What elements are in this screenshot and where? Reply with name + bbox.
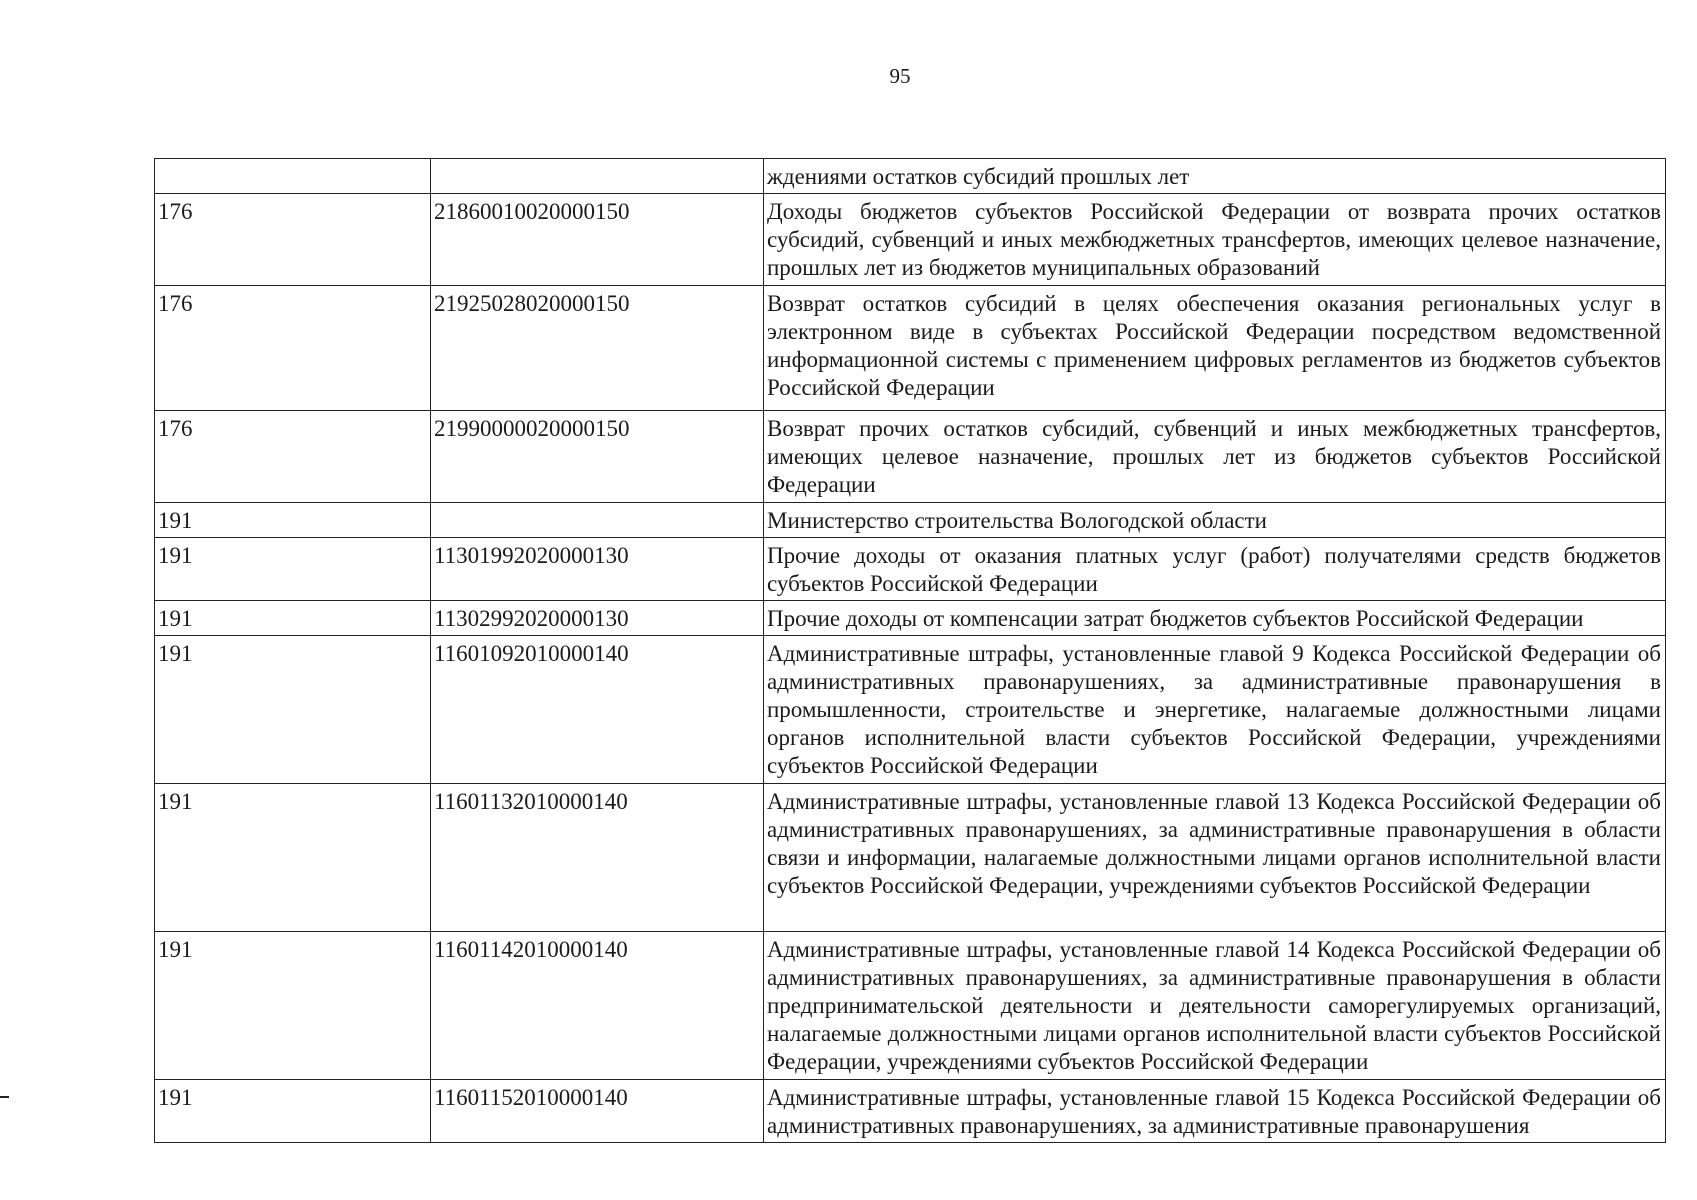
revenue-name-cell: Возврат прочих остатков субсидий, субвенций и иных межбюджетных трансфертов, имеющих целевое назначение, прошлых лет из бюджетов субъектов Российской Федерации	[764, 411, 1666, 503]
revenue-code-cell: 11601132010000140	[431, 784, 764, 932]
admin-code-cell: 191	[155, 601, 431, 636]
revenue-name-cell: Административные штрафы, установленные главой 14 Кодекса Российской Федерации об административных правонарушениях, за административные правонарушения в области предпринимательской деятельности и деятельности саморегулируемых организаций, налагаемые должностными лицами органов исполнительной власти субъектов Российской Федерации, учреждениями субъектов Российской Федерации	[764, 932, 1666, 1080]
revenue-name-cell: Прочие доходы от компенсации затрат бюджетов субъектов Российской Федерации	[764, 601, 1666, 636]
table-row	[155, 636, 1666, 784]
revenue-name-cell: Административные штрафы, установленные главой 9 Кодекса Российской Федерации об административных правонарушениях, за административные правонарушения в промышленности, строительстве и энергетике, налагаемые должностными лицами органов исполнительной власти субъектов Российской Федерации, учреждениями субъектов Российской Федерации	[764, 636, 1666, 784]
admin-code-cell: 191	[155, 932, 431, 1080]
table-row	[155, 932, 1666, 1080]
revenue-name-cell: Министерство строительства Вологодской области	[764, 503, 1666, 538]
margin-mark	[0, 1096, 9, 1098]
revenue-code-cell: 21990000020000150	[431, 411, 764, 503]
revenue-code-cell	[431, 159, 764, 194]
revenue-name-cell: Возврат остатков субсидий в целях обеспечения оказания региональных услуг в электронном виде в субъектах Российской Федерации посредством ведомственной информационной системы с применением цифровых регламентов из бюджетов субъектов Российской Федерации	[764, 286, 1666, 411]
admin-code-cell: 176	[155, 194, 431, 286]
admin-code-cell: 191	[155, 1080, 431, 1143]
revenue-name-cell: Прочие доходы от оказания платных услуг (работ) получателями средств бюджетов субъектов Российской Федерации	[764, 538, 1666, 601]
admin-code-cell: 191	[155, 784, 431, 932]
revenue-name-cell: ждениями остатков субсидий прошлых лет	[764, 159, 1666, 194]
admin-code-cell: 191	[155, 538, 431, 601]
admin-code-cell: 191	[155, 636, 431, 784]
revenue-codes-table	[154, 158, 1666, 1143]
admin-code-cell: 191	[155, 503, 431, 538]
admin-code-cell: 176	[155, 286, 431, 411]
revenue-name-cell: Административные штрафы, установленные главой 15 Кодекса Российской Федерации об административных правонарушениях, за административные правонарушения	[764, 1080, 1666, 1143]
revenue-code-cell: 11302992020000130	[431, 601, 764, 636]
admin-code-cell: 176	[155, 411, 431, 503]
table-row	[155, 784, 1666, 932]
table-row	[155, 411, 1666, 503]
table-row	[155, 1080, 1666, 1143]
revenue-code-cell: 21925028020000150	[431, 286, 764, 411]
page-number: 95	[889, 64, 911, 88]
revenue-code-cell: 11601092010000140	[431, 636, 764, 784]
revenue-code-cell	[431, 503, 764, 538]
revenue-name-cell: Доходы бюджетов субъектов Российской Федерации от возврата прочих остатков субсидий, субвенций и иных межбюджетных трансфертов, имеющих целевое назначение, прошлых лет из бюджетов муниципальных образований	[764, 194, 1666, 286]
revenue-code-cell: 11601142010000140	[431, 932, 764, 1080]
table-row	[155, 159, 1666, 194]
revenue-code-cell: 21860010020000150	[431, 194, 764, 286]
table-row	[155, 601, 1666, 636]
table-row	[155, 194, 1666, 286]
table-row	[155, 538, 1666, 601]
revenue-code-cell: 11301992020000130	[431, 538, 764, 601]
table-row	[155, 286, 1666, 411]
revenue-name-cell: Административные штрафы, установленные главой 13 Кодекса Российской Федерации об административных правонарушениях, за административные правонарушения в области связи и информации, налагаемые должностными лицами органов исполнительной власти субъектов Российской Федерации, учреждениями субъектов Российской Федерации	[764, 784, 1666, 932]
admin-code-cell	[155, 159, 431, 194]
table-row	[155, 503, 1666, 538]
revenue-code-cell: 11601152010000140	[431, 1080, 764, 1143]
